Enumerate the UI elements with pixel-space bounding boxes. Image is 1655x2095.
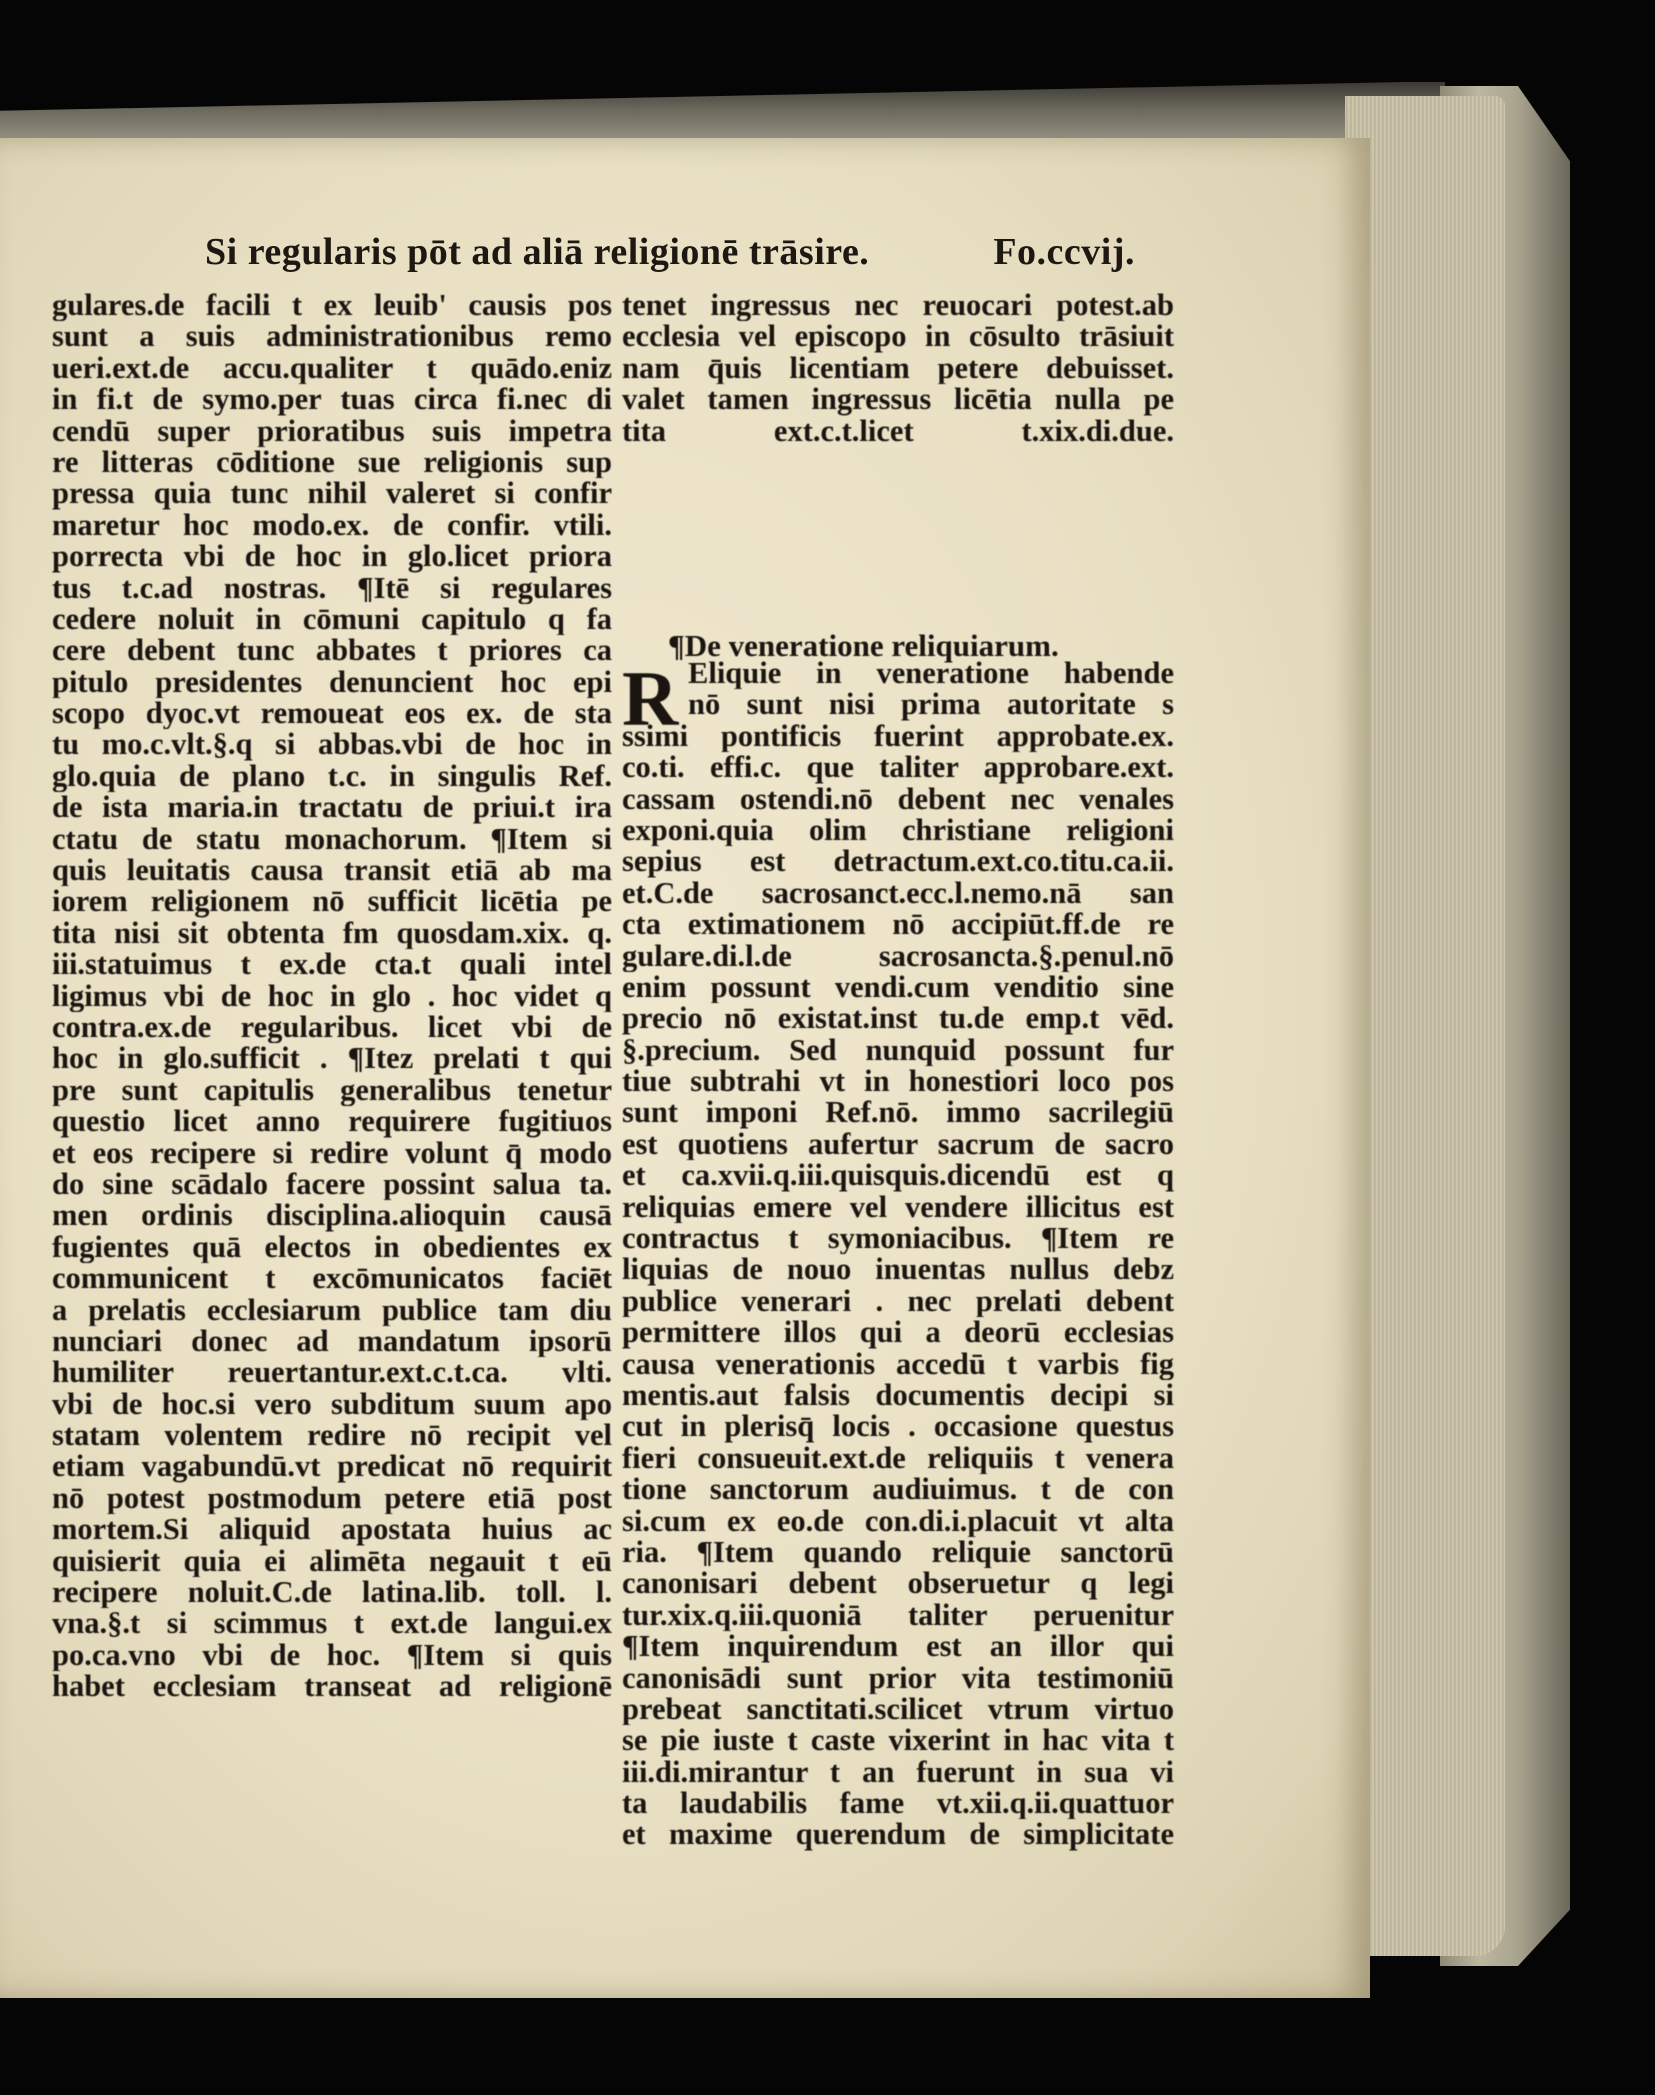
text-line: tiue subtrahi vt in honestiori loco pos bbox=[622, 1066, 1174, 1098]
text-line: permittere illos qui a deorū ecclesias bbox=[622, 1317, 1174, 1349]
text-line: vbi de hoc.si vero subditum suum apo bbox=[52, 1388, 612, 1421]
text-line: humiliter reuertantur.ext.c.t.ca. vlti. bbox=[52, 1357, 612, 1389]
text-line: enim possunt vendi.cum venditio sine bbox=[622, 971, 1174, 1004]
text-line: vna.§.t si scimmus t ext.de langui.ex bbox=[52, 1608, 612, 1640]
text-line: tu mo.c.vlt.§.q si abbas.vbi de hoc in bbox=[52, 729, 612, 761]
text-line: glo.quia de plano t.c. in singulis Ref. bbox=[52, 760, 612, 793]
text-line: in fi.t de symo.per tuas circa fi.nec di bbox=[52, 384, 612, 416]
text-line: pre sunt capitulis generalibus tenetur bbox=[52, 1074, 612, 1107]
text-line: de ista maria.in tractatu de priui.t ira bbox=[52, 792, 612, 824]
text-line: exponi.quia olim christiane religioni bbox=[622, 814, 1174, 847]
right-text-column-body bbox=[622, 655, 1174, 1851]
text-line: ecclesia vel episcopo in cōsulto trāsiuit bbox=[622, 321, 1174, 353]
text-line: cassam ostendi.nō debent nec venales bbox=[622, 783, 1174, 815]
text-line: et.C.de sacrosanct.ecc.l.nemo.nā san bbox=[622, 877, 1174, 910]
initial-letter: R bbox=[622, 655, 679, 742]
text-line: ctatu de statu monachorum. ¶Item si bbox=[52, 823, 612, 856]
text-line: iorem religionem nō sufficit licētia pe bbox=[52, 886, 612, 918]
text-line: recipere noluit.C.de latina.lib. toll. l. bbox=[52, 1577, 612, 1609]
text-line: et ca.xvii.q.iii.quisquis.dicendū est q bbox=[622, 1160, 1174, 1192]
text-line: et maxime querendum de simplicitate bbox=[622, 1819, 1174, 1851]
text-line: causa venerationis accedū t varbis fig bbox=[622, 1348, 1174, 1380]
text-line: tenet ingressus nec reuocari potest.ab bbox=[622, 290, 1174, 322]
text-line: sunt a suis administrationibus remo bbox=[52, 321, 612, 353]
text-line: sepius est detractum.ext.co.titu.ca.ii. bbox=[622, 846, 1174, 878]
left-text-column bbox=[52, 290, 612, 1703]
text-line: ssimi pontificis fuerint approbate.ex. bbox=[622, 720, 1174, 753]
text-line: fugientes quā electos in obedientes ex bbox=[52, 1231, 612, 1264]
text-line: precio nō existat.inst tu.de emp.t vēd. bbox=[622, 1003, 1174, 1035]
running-head bbox=[205, 230, 1135, 274]
text-line: tione sanctorum audiuimus. t de con bbox=[622, 1474, 1174, 1506]
book-page bbox=[0, 138, 1370, 1998]
text-line: cedere noluit in cōmuni capitulo q fa bbox=[52, 603, 612, 636]
text-line: ueri.ext.de accu.qualiter t quādo.eniz bbox=[52, 352, 612, 385]
text-line: publice venerari . nec prelati debent bbox=[622, 1285, 1174, 1318]
text-line: tita nisi sit obtenta fm quosdam.xix. q. bbox=[52, 917, 612, 950]
text-line: liquias de nouo inuentas nullus debz bbox=[622, 1254, 1174, 1286]
text-line: canonisādi sunt prior vita testimoniū bbox=[622, 1662, 1174, 1694]
text-line: valet tamen ingressus licētia nulla pe bbox=[622, 384, 1174, 416]
text-line: mortem.Si aliquid apostata huius ac bbox=[52, 1514, 612, 1546]
text-line: contractus t symoniacibus. ¶Item re bbox=[622, 1223, 1174, 1255]
text-line: cut in plerisq̄ locis . occasione questus bbox=[622, 1411, 1174, 1443]
text-line: scopo dyoc.vt remoueat eos ex. de sta bbox=[52, 698, 612, 730]
text-line: cere debent tunc abbates t priores ca bbox=[52, 635, 612, 667]
text-line: a prelatis ecclesiarum publice tam diu bbox=[52, 1294, 612, 1326]
text-line: habet ecclesiam transeat ad religionē bbox=[52, 1671, 612, 1703]
text-line: nō sunt nisi prima autoritate s bbox=[688, 689, 1174, 721]
text-line: §.precium. Sed nunquid possunt fur bbox=[622, 1034, 1174, 1067]
text-line: mentis.aut falsis documentis decipi si bbox=[622, 1379, 1174, 1412]
text-line: hoc in glo.sufficit . ¶Itez prelati t qui bbox=[52, 1043, 612, 1075]
text-line: etiam vagabundū.vt predicat nō requirit bbox=[52, 1451, 612, 1483]
text-line: nam q̄uis licentiam petere debuisset. bbox=[622, 352, 1174, 385]
text-line: Eliquie in veneratione habende bbox=[688, 658, 1174, 690]
text-line: reliquias emere vel vendere illicitus est bbox=[622, 1191, 1174, 1224]
text-line: ¶Item inquirendum est an illor qui bbox=[622, 1631, 1174, 1663]
text-line: sunt imponi Ref.nō. immo sacrilegiū bbox=[622, 1097, 1174, 1129]
text-line: quis leuitatis causa transit etiā ab ma bbox=[52, 855, 612, 887]
text-line: cta extimationem nō accipiūt.ff.de re bbox=[622, 909, 1174, 941]
folio-number: Fo.ccvij. bbox=[993, 231, 1135, 273]
text-line: iii.statuimus t ex.de cta.t quali intel bbox=[52, 949, 612, 981]
text-line: et eos recipere si redire volunt q̄ modo bbox=[52, 1137, 612, 1169]
right-text-column-top bbox=[622, 290, 1174, 447]
text-line: pitulo presidentes denuncient hoc epi bbox=[52, 666, 612, 699]
text-line: ligimus vbi de hoc in glo . hoc videt q bbox=[52, 980, 612, 1012]
text-line: si.cum ex eo.de con.di.i.placuit vt alta bbox=[622, 1505, 1174, 1537]
text-line: cendū super prioratibus suis impetra bbox=[52, 415, 612, 447]
running-head-title: Si regularis pōt ad aliā religionē trāsire. bbox=[205, 231, 870, 273]
text-line: nunciari donec ad mandatum ipsorū bbox=[52, 1325, 612, 1358]
text-line: statam volentem redire nō recipit vel bbox=[52, 1420, 612, 1452]
text-line: fieri consueuit.ext.de reliquiis t venera bbox=[622, 1442, 1174, 1475]
text-line: gulare.di.l.de sacrosancta.§.penul.nō bbox=[622, 940, 1174, 972]
text-line: quisierit quia ei alimēta negauit t eū bbox=[52, 1545, 612, 1578]
text-line: iii.di.mirantur t an fuerunt in sua vi bbox=[622, 1756, 1174, 1789]
text-line: ria. ¶Item quando reliquie sanctorū bbox=[622, 1536, 1174, 1569]
text-line: gulares.de facili t ex leuib' causis pos bbox=[52, 290, 612, 322]
text-line: nō potest postmodum petere etiā post bbox=[52, 1482, 612, 1515]
text-line: do sine scādalo facere possint salua ta. bbox=[52, 1168, 612, 1201]
text-line: porrecta vbi de hoc in glo.licet priora bbox=[52, 541, 612, 573]
text-line: men ordinis disciplina.alioquin causā bbox=[52, 1200, 612, 1232]
text-line: tita ext.c.t.licet t.xix.di.due. bbox=[622, 415, 1174, 447]
text-line: co.ti. effi.c. que taliter approbare.ext. bbox=[622, 752, 1174, 784]
section-heading: ¶De veneratione reliquiarum. bbox=[668, 628, 1059, 663]
text-line: canonisari debent obseruetur q legi bbox=[622, 1568, 1174, 1600]
text-line: questio licet anno requirere fugitiuos bbox=[52, 1106, 612, 1138]
text-line: communicent t excōmunicatos faciēt bbox=[52, 1263, 612, 1295]
text-line: tus t.c.ad nostras. ¶Itē si regulares bbox=[52, 572, 612, 604]
text-line: maretur hoc modo.ex. de confir. vtili. bbox=[52, 509, 612, 542]
text-line: contra.ex.de regularibus. licet vbi de bbox=[52, 1011, 612, 1044]
text-line: po.ca.vno vbi de hoc. ¶Item si quis bbox=[52, 1639, 612, 1672]
text-line: pressa quia tunc nihil valeret si confir bbox=[52, 478, 612, 510]
text-line: prebeat sanctitati.scilicet vtrum virtuo bbox=[622, 1693, 1174, 1726]
text-line: se pie iuste t caste vixerint in hac vita t bbox=[622, 1725, 1174, 1757]
text-line: est quotiens aufertur sacrum de sacro bbox=[622, 1128, 1174, 1161]
text-line: ta laudabilis fame vt.xii.q.ii.quattuor bbox=[622, 1788, 1174, 1820]
text-line: tur.xix.q.iii.quoniā taliter peruenitur bbox=[622, 1599, 1174, 1632]
text-line: re litteras cōditione sue religionis sup bbox=[52, 446, 612, 479]
